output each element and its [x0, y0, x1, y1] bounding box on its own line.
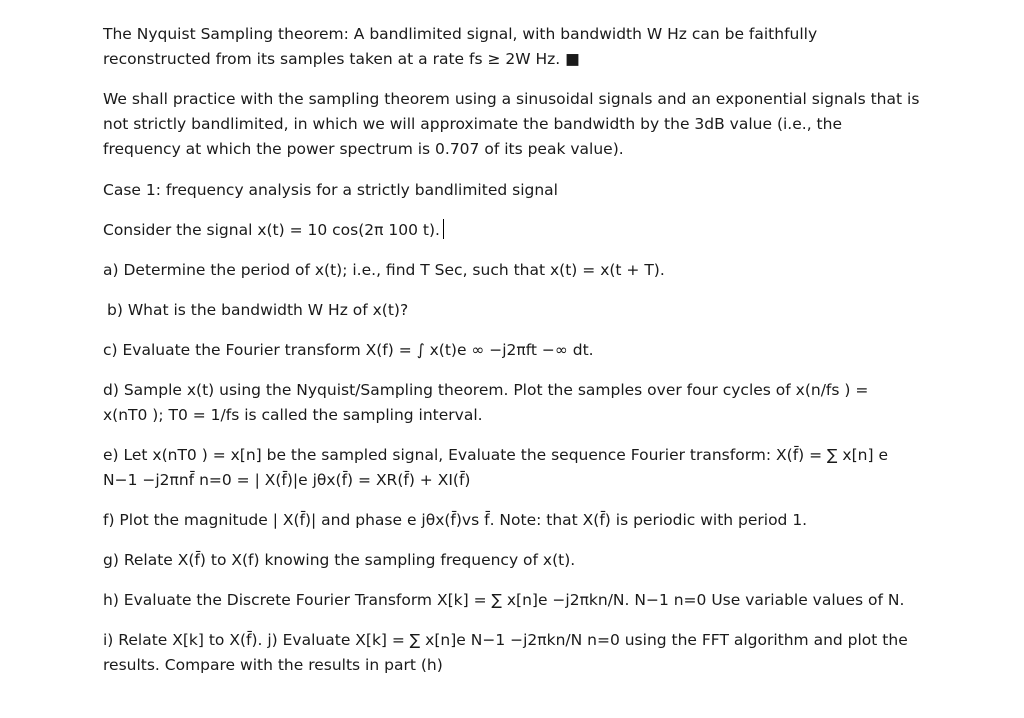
- theorem-paragraph: [103, 22, 943, 72]
- intro-line-3: frequency at which the power spectrum is 0.707 of its peak value).: [103, 140, 624, 158]
- item-i-line-2: results. Compare with the results in part (h): [103, 656, 443, 674]
- item-f: [103, 508, 943, 533]
- item-d: [103, 378, 943, 428]
- item-b-text: b) What is the bandwidth W Hz of x(t)?: [107, 301, 409, 319]
- item-a-text: a) Determine the period of x(t); i.e., find T Sec, such that x(t) = x(t + T).: [103, 261, 665, 279]
- item-c-text: c) Evaluate the Fourier transform X(f) = ∫ x(t)e ∞ −j2πft −∞ dt.: [103, 341, 594, 359]
- item-d-line-1: d) Sample x(t) using the Nyquist/Sampling theorem. Plot the samples over four cycles of x(n/fs ) =: [103, 381, 869, 399]
- item-c: [103, 338, 943, 363]
- item-e-line-1: e) Let x(nT0 ) = x[n] be the sampled signal, Evaluate the sequence Fourier transform: X(f̄) = ∑ x[n] e: [103, 446, 888, 464]
- intro-line-1: We shall practice with the sampling theorem using a sinusoidal signals and an exponential signals that is: [103, 90, 920, 108]
- intro-paragraph: [103, 87, 943, 162]
- item-d-line-2: x(nT0 ); T0 = 1/fs is called the sampling interval.: [103, 406, 483, 424]
- theorem-line-2: reconstructed from its samples taken at a rate fs ≥ 2W Hz. ■: [103, 50, 580, 68]
- item-g-text: g) Relate X(f̄) to X(f) knowing the sampling frequency of x(t).: [103, 551, 576, 569]
- consider-text: Consider the signal x(t) = 10 cos(2π 100 t).: [103, 221, 440, 239]
- consider-paragraph: [103, 218, 943, 243]
- item-e-line-2: N−1 −j2πnf̄ n=0 = | X(f̄)|e jθx(f̄) = XR(f̄) + XI(f̄): [103, 471, 471, 489]
- item-f-text: f) Plot the magnitude | X(f̄)| and phase e jθx(f̄)vs f̄. Note: that X(f̄) is periodic with period 1.: [103, 511, 808, 529]
- item-e: [103, 443, 943, 493]
- item-h: [103, 588, 943, 613]
- item-h-text: h) Evaluate the Discrete Fourier Transform X[k] = ∑ x[n]e −j2πkn/N. N−1 n=0 Use variable values of N.: [103, 591, 905, 609]
- case-title-text: Case 1: frequency analysis for a strictly bandlimited signal: [103, 181, 558, 199]
- case-title: [103, 178, 943, 203]
- intro-line-2: not strictly bandlimited, in which we will approximate the bandwidth by the 3dB value (i.e., the: [103, 115, 842, 133]
- item-g: [103, 548, 943, 573]
- consider-line: [103, 218, 943, 243]
- item-a: [103, 258, 943, 283]
- text-cursor: [443, 219, 444, 239]
- theorem-line-1: The Nyquist Sampling theorem: A bandlimited signal, with bandwidth W Hz can be faithfully: [103, 25, 818, 43]
- item-b: [107, 298, 947, 323]
- item-i-line-1: i) Relate X[k] to X(f̄). j) Evaluate X[k] = ∑ x[n]e N−1 −j2πkn/N n=0 using the FFT algorithm and plot the: [103, 631, 908, 649]
- item-i: [103, 628, 943, 678]
